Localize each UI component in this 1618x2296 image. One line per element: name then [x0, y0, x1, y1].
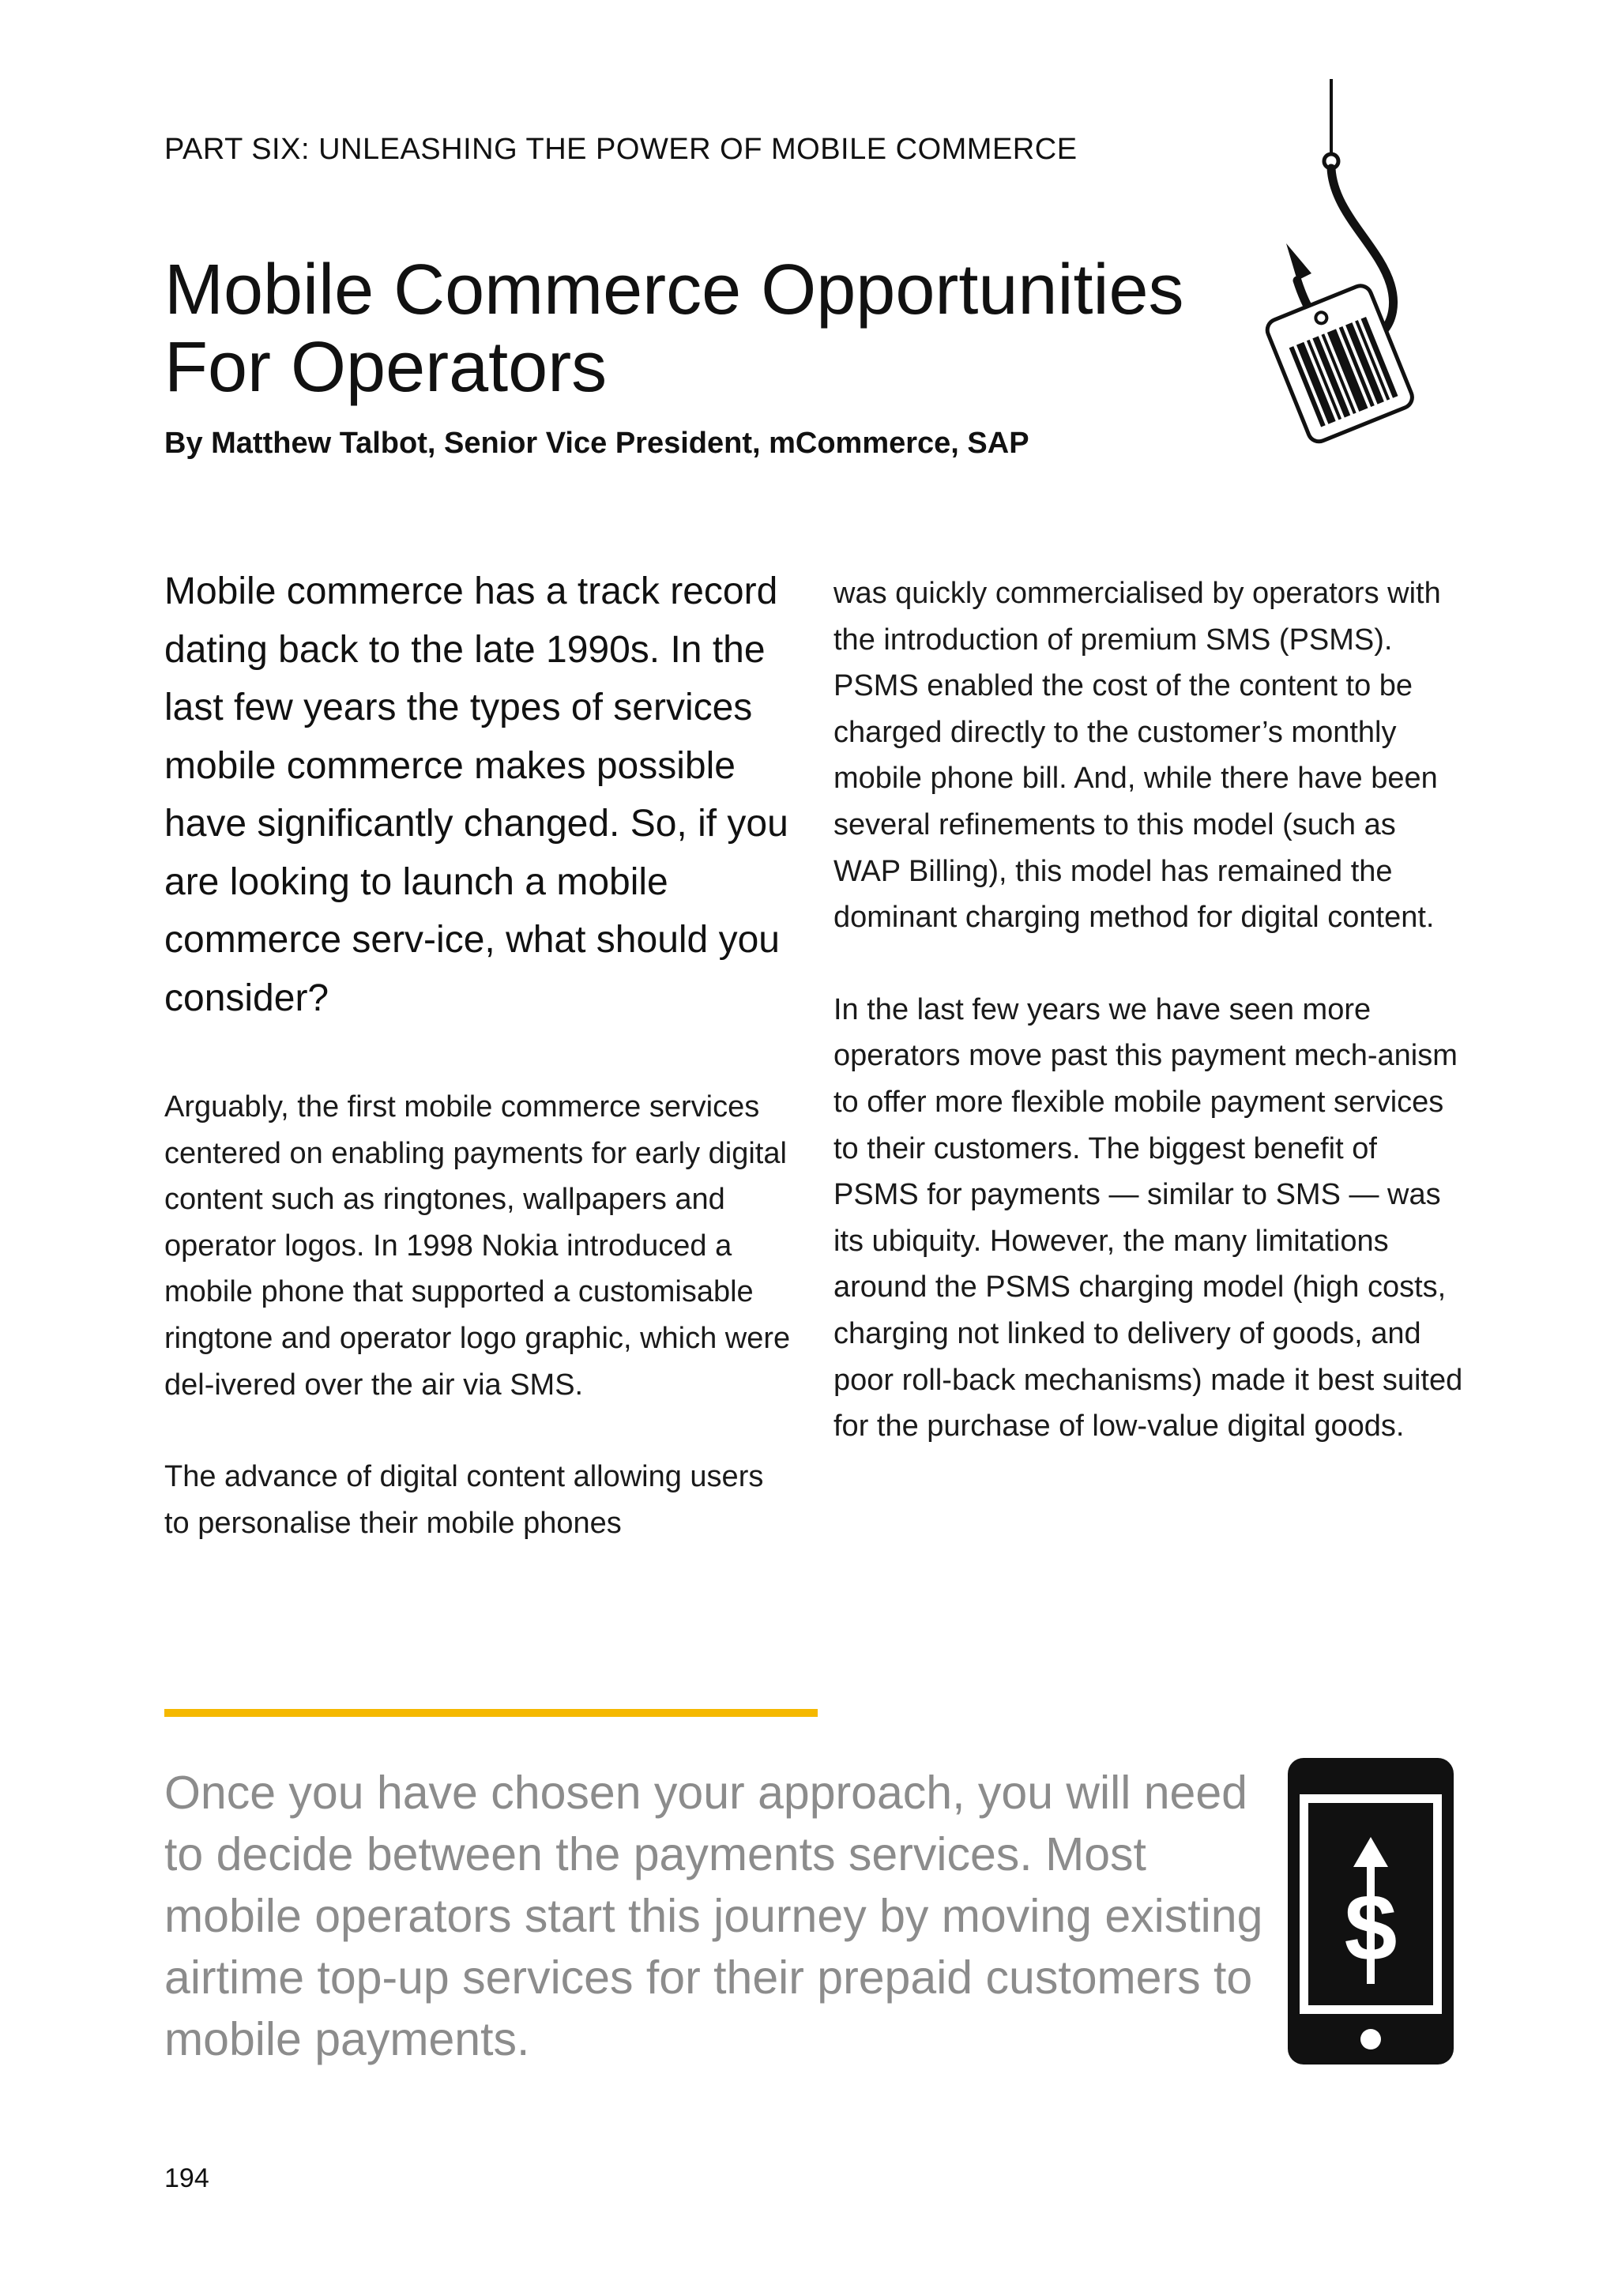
body-paragraph: Arguably, the first mobile commerce services centered on enabling payments for early digital content such as ringtones, wallpapers and operator logos. In 1998 Nokia introduced a mobile phone that supported a customisable ringtone and operator logo graphic, which were del-ivered over the air via SMS.	[164, 1090, 791, 1402]
article-column-left	[164, 563, 796, 1592]
title-line-1: Mobile Commerce Opportunities	[164, 250, 1184, 329]
byline: By Matthew Talbot, Senior Vice President, mCommerce, SAP	[164, 427, 1029, 460]
smartphone-dollar-icon	[1288, 1758, 1454, 2065]
article-title	[164, 251, 1270, 406]
fishhook-with-barcode-tag-icon	[1240, 79, 1422, 490]
pull-quote: Once you have chosen your approach, you will need to decide between the payments services. Most mobile operators start this journey by moving existing airtime top-up services for their prepaid customers to mobile payments.	[164, 1767, 1263, 2065]
article-column-right	[833, 570, 1466, 1496]
intro-paragraph: Mobile commerce has a track record dating back to the late 1990s. In the last few years the types of services mobile commerce makes possible have significantly changed. So, if you are looking to launch a mobile commerce serv-ice, what should you consider?	[164, 570, 788, 1019]
page-number: 194	[164, 2163, 209, 2193]
body-paragraph: In the last few years we have seen more operators move past this payment mech-anism to offer more flexible mobile payment services to their customers. The biggest benefit of PSMS for payments — similar to SMS — was its ubiquity. However, the many limitations around the PSMS charging model (high costs, charging not linked to delivery of goods, and poor roll-back mechanisms) made it best suited for the purchase of low-value digital goods.	[833, 992, 1463, 1443]
dollar-glyph: $	[1344, 1875, 1398, 1981]
section-label: PART SIX: UNLEASHING THE POWER OF MOBILE COMMERCE	[164, 133, 1078, 166]
title-line-2: For Operators	[164, 328, 608, 407]
body-paragraph: The advance of digital content allowing users to personalise their mobile phones	[164, 1460, 764, 1540]
accent-divider	[164, 1709, 818, 1717]
body-paragraph: was quickly commercialised by operators with the introduction of premium SMS (PSMS). PSMS enabled the cost of the content to be charged directly to the customer’s monthly mobile phone bill. And, while there have been several refinements to this model (such as WAP Billing), this model has remained the dominant charging method for digital content.	[833, 577, 1441, 935]
